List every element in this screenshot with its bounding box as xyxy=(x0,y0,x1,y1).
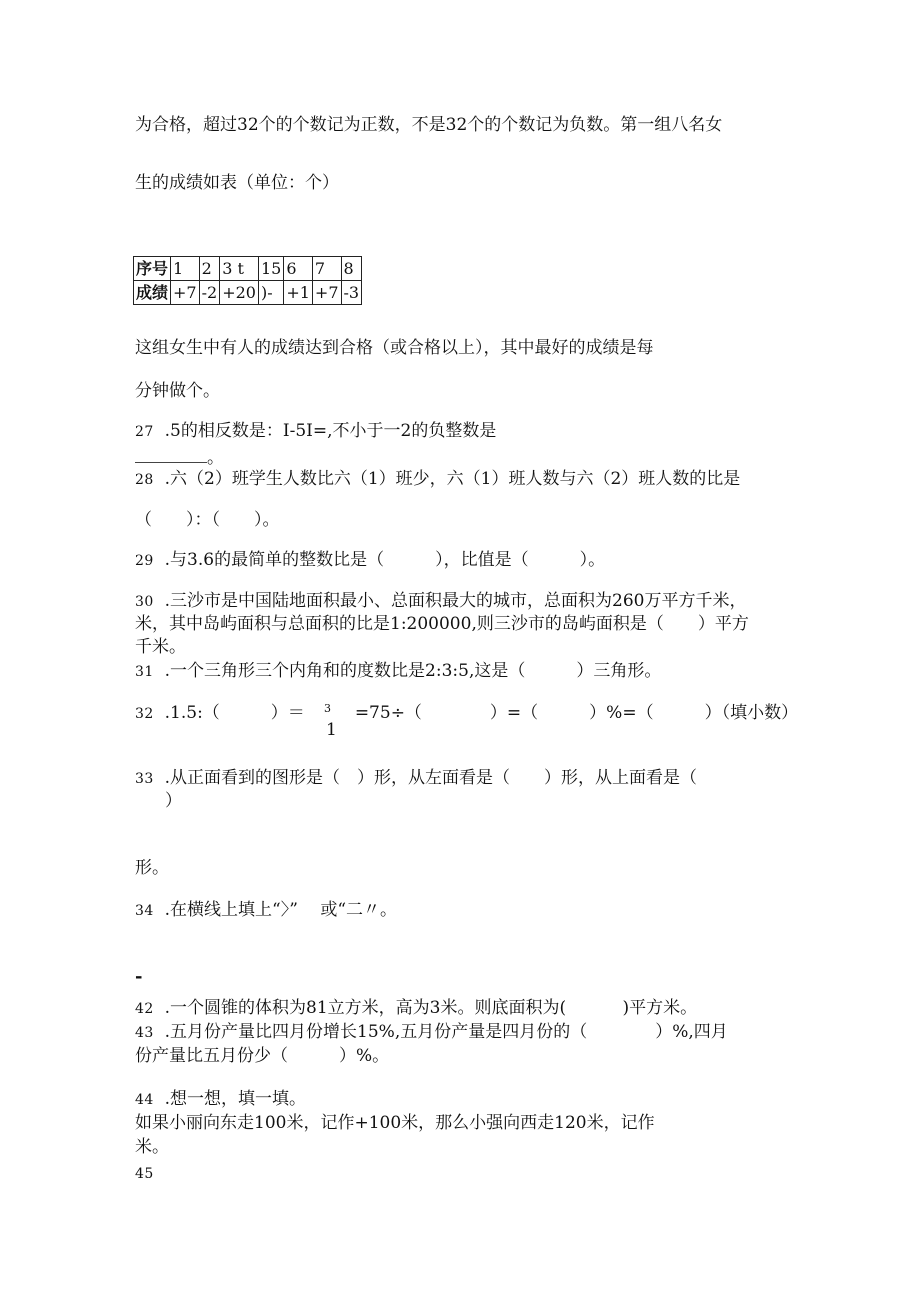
table-cell: 8 xyxy=(341,257,362,281)
question-30-line-3: 千米。 xyxy=(135,637,186,657)
question-28 xyxy=(135,468,740,491)
question-29 xyxy=(135,549,605,572)
table-header-cell: 成绩 xyxy=(134,281,171,305)
question-number: 27 xyxy=(135,424,154,440)
question-text: .在横线上填上“〉” 或“二〃。 xyxy=(164,900,398,920)
question-number: 44 xyxy=(135,1092,154,1108)
table-cell: )- xyxy=(258,281,283,305)
question-42 xyxy=(135,997,697,1020)
question-44-line-2: 如果小丽向东走100米，记作+100米，那么小强向西走120米，记作 xyxy=(135,1113,655,1133)
question-end: 。 xyxy=(207,448,224,468)
scores-table xyxy=(133,256,362,305)
question-number: 30 xyxy=(135,594,154,610)
table-cell: +7 xyxy=(312,281,341,305)
table-cell: -3 xyxy=(341,281,362,305)
question-number: 42 xyxy=(135,1001,154,1017)
table-cell: 3 t xyxy=(220,257,259,281)
table-cell: 1 xyxy=(171,257,200,281)
table-cell: 15 xyxy=(258,257,283,281)
question-27-answer-line xyxy=(135,446,224,469)
question-32 xyxy=(135,702,798,725)
question-33 xyxy=(135,767,697,790)
question-30-line-2: 米，其中岛屿面积与总面积的比是1:200000,则三沙市的岛屿面积是（ ）平方 xyxy=(135,614,749,634)
question-44 xyxy=(135,1088,306,1111)
question-text: .一个圆锥的体积为81立方米，高为3米。则底面积为( )平方米。 xyxy=(164,998,698,1018)
question-number: 45 xyxy=(135,1166,154,1182)
fraction-numerator: 3 xyxy=(324,702,331,715)
question-table-line-1: 这组女生中有人的成绩达到合格（或合格以上），其中最好的成绩是每 xyxy=(135,338,654,358)
question-text-b: =75÷（ ）=（ ）%=（ ）（填小数） xyxy=(354,703,799,723)
question-28-line-2: （ ）：（ ）。 xyxy=(135,510,280,530)
separator-dash: - xyxy=(135,966,143,987)
question-text-a: .1.5:（ ）＝ xyxy=(164,703,305,723)
table-cell: 6 xyxy=(284,257,313,281)
intro-line-2: 生的成绩如表（单位：个） xyxy=(135,173,339,193)
table-cell: +7 xyxy=(171,281,200,305)
question-text: .5的相反数是：I-5I=,不小于一2的负整数是 xyxy=(164,421,497,441)
table-cell: 7 xyxy=(312,257,341,281)
question-43 xyxy=(135,1021,728,1044)
question-number: 31 xyxy=(135,664,154,680)
question-27 xyxy=(135,420,496,443)
question-33-line-3: 形。 xyxy=(135,858,169,878)
question-text: .一个三角形三个内角和的度数比是2:3:5,这是（ ）三角形。 xyxy=(164,661,662,681)
question-number: 34 xyxy=(135,903,154,919)
table-cell: +1 xyxy=(284,281,313,305)
table-row xyxy=(134,257,362,281)
question-text: .与3.6的最简单的整数比是（ ），比值是（ ）。 xyxy=(164,550,606,570)
question-text: .三沙市是中国陆地面积最小、总面积最大的城市，总面积为260万平方千米， xyxy=(164,591,747,611)
table-cell: 2 xyxy=(199,257,220,281)
table-cell: +20 xyxy=(220,281,259,305)
question-text: .想一想，填一填。 xyxy=(164,1089,307,1109)
answer-blank[interactable] xyxy=(135,446,207,463)
question-number: 29 xyxy=(135,553,154,569)
question-number: 33 xyxy=(135,771,154,787)
table-row xyxy=(134,281,362,305)
question-number: 32 xyxy=(135,706,154,722)
fraction-denominator: 1 xyxy=(326,720,337,740)
question-number: 43 xyxy=(135,1025,154,1041)
intro-line-1: 为合格，超过32个的个数记为正数，不是32个的个数记为负数。第一组八名女 xyxy=(135,115,723,135)
question-table-line-2: 分钟做个。 xyxy=(135,381,220,401)
table-header-cell: 序号 xyxy=(134,257,171,281)
table-cell: -2 xyxy=(199,281,220,305)
question-31 xyxy=(135,660,661,683)
question-43-line-2: 份产量比五月份少（ ）%。 xyxy=(135,1046,390,1066)
question-30 xyxy=(135,590,747,613)
question-44-line-3: 米。 xyxy=(135,1137,169,1157)
question-text: .五月份产量比四月份增长15%,五月份产量是四月份的（ ）%,四月 xyxy=(164,1022,728,1042)
question-text: .从正面看到的图形是（ ）形，从左面看是（ ）形，从上面看是（ xyxy=(164,768,698,788)
question-33-line-2: ） xyxy=(165,791,182,811)
question-text: .六（2）班学生人数比六（1）班少，六（1）班人数与六（2）班人数的比是 xyxy=(164,469,741,489)
question-34 xyxy=(135,899,397,922)
question-45 xyxy=(135,1162,154,1185)
question-number: 28 xyxy=(135,472,154,488)
